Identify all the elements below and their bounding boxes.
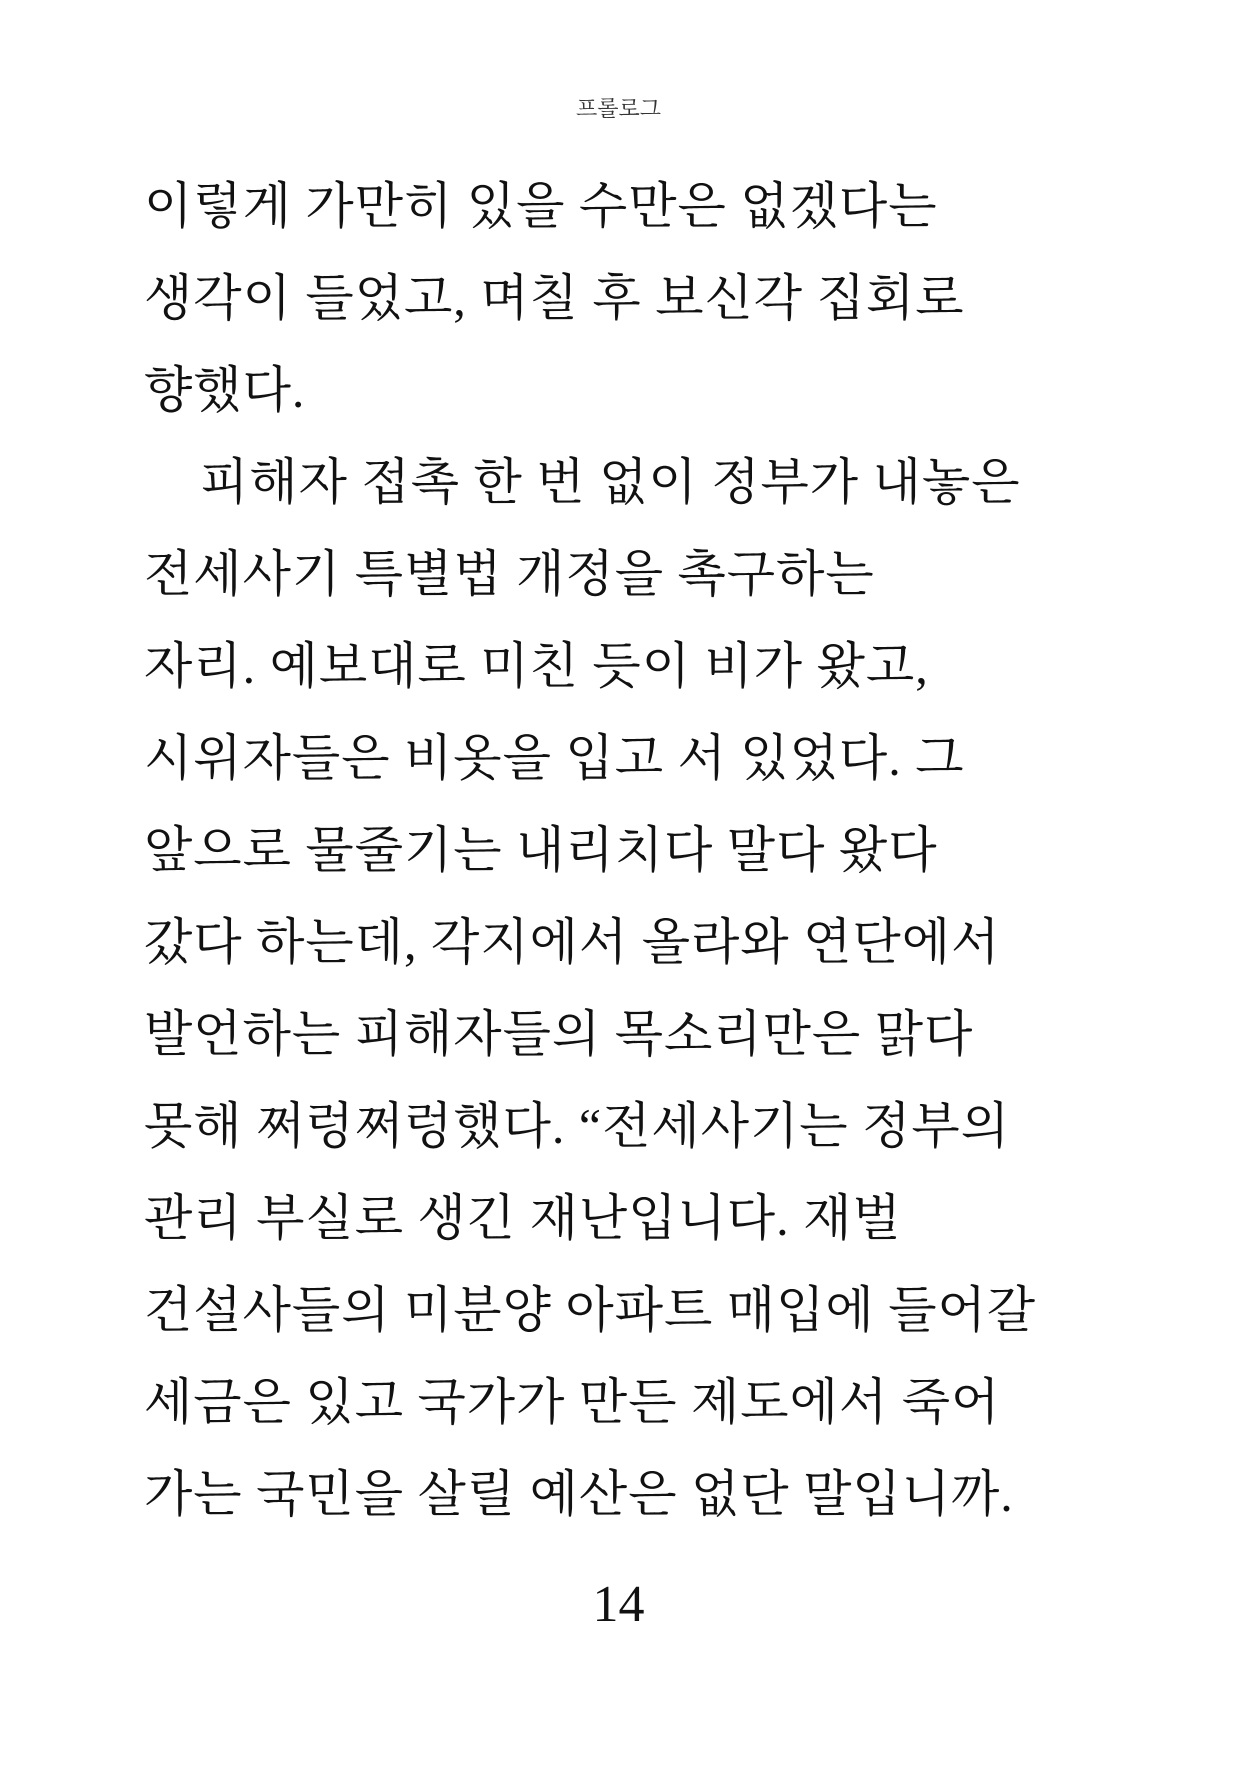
text-line: 관리 부실로 생긴 재난입니다. 재벌 [144, 1190, 902, 1246]
text-line: 앞으로 물줄기는 내리치다 말다 왔다 [144, 822, 938, 878]
text-line: 자리. 예보대로 미친 듯이 비가 왔고, [144, 638, 929, 694]
page-number: 14 [592, 1576, 645, 1633]
text-line: 전세사기 특별법 개정을 촉구하는 [144, 546, 875, 602]
text-line: 건설사들의 미분양 아파트 매입에 들어갈 [144, 1282, 1037, 1338]
text-line: 세금은 있고 국가가 만든 제도에서 죽어 [144, 1374, 1001, 1430]
text-line: 시위자들은 비옷을 입고 서 있었다. 그 [144, 730, 965, 786]
running-header: 프롤로그 [575, 96, 661, 121]
text-line: 못해 쩌렁쩌렁했다. “전세사기는 정부의 [144, 1098, 1010, 1154]
text-line: 이렇게 가만히 있을 수만은 없겠다는 [144, 178, 938, 234]
text-line: 생각이 들었고, 며칠 후 보신각 집회로 [144, 270, 965, 326]
text-line: 향했다. [144, 362, 306, 418]
body-text [144, 176, 1036, 1556]
text-line-paragraph-start: 피해자 접촉 한 번 없이 정부가 내놓은 [200, 454, 1021, 510]
text-line: 발언하는 피해자들의 목소리만은 맑다 [144, 1006, 974, 1062]
text-line: 가는 국민을 살릴 예산은 없단 말입니까. [144, 1466, 1014, 1522]
text-line: 갔다 하는데, 각지에서 올라와 연단에서 [144, 914, 1001, 970]
